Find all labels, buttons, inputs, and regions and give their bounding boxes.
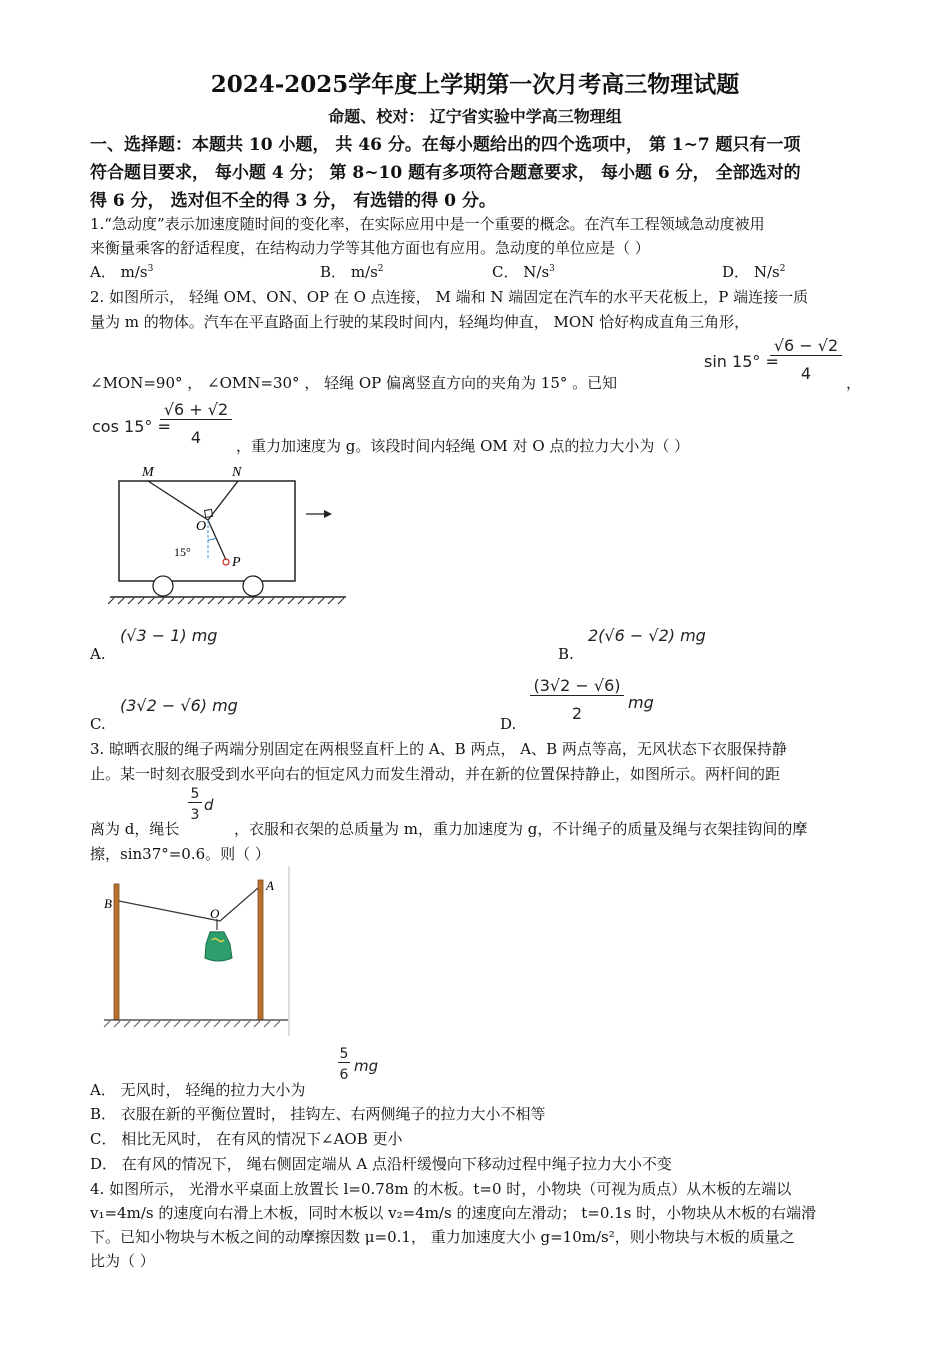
section-line-1: 一、选择题：本题共 10 小题， 共 46 分。在每小题给出的四个选项中， 第 1~7 题只有一项: [90, 135, 801, 155]
q3-line-2: 止。某一时刻衣服受到水平向右的恒定风力而发生滑动，并在新的位置保持静止，如图所示。两杆间的距: [90, 765, 781, 783]
wheel-left: [153, 576, 173, 596]
q2-car-figure: [108, 458, 348, 608]
page-subtitle: 命题、校对： 辽宁省实验中学高三物理组: [328, 107, 622, 126]
q2-line-1: 2. 如图所示， 轻绳 OM、ON、OP 在 O 点连接， M 端和 N 端固定在汽车的水平天花板上，P 端连接一质: [90, 288, 809, 306]
q2-option-b-value: 2(√6 − √2) mg: [588, 626, 706, 645]
q3-frac-numerator: 5: [188, 786, 202, 803]
sin15-denominator: 4: [800, 364, 812, 383]
q4-line-3: 下。已知小物块与木板之间的动摩擦因数 μ=0.1， 重力加速度大小 g=10m/s²，则小物块与木板的质量之: [90, 1228, 795, 1246]
section-line-3: 得 6 分， 选对但不全的得 3 分， 有选错的得 0 分。: [90, 191, 496, 211]
cos15-denominator: 4: [190, 428, 202, 447]
q2-option-c-label: C.: [90, 715, 106, 733]
pole-left: [114, 884, 119, 1020]
q4-line-1: 4. 如图所示， 光滑水平桌面上放置长 l=0.78m 的木板。t=0 时，小物块（可视为质点）从木板的左端以: [90, 1180, 792, 1198]
label-o: O: [196, 519, 207, 534]
cos15-lhs: cos 15° =: [92, 417, 171, 436]
q3-option-c: C． 相比无风时， 在有风的情况下∠AOB 更小: [90, 1130, 403, 1148]
q2-line-3: ∠MON=90° ， ∠OMN=30° ， 轻绳 OP 偏离竖直方向的夹角为 15° 。已知: [90, 374, 618, 392]
label-n: N: [232, 465, 242, 480]
q2-option-b-label: B.: [558, 645, 574, 663]
q2-option-c-value: (3√2 − √6) mg: [120, 696, 238, 715]
angle-arc: [208, 538, 216, 540]
q3-frac-var: d: [204, 796, 214, 814]
q3-option-b: B． 衣服在新的平衡位置时， 挂钩左、右两侧绳子的拉力大小不相等: [90, 1105, 546, 1123]
q3-clothesline-figure: [90, 866, 292, 1042]
q1-option-b: B． $m/s^2$: [320, 263, 384, 281]
q1-line-2: 来衡量乘客的舒适程度，在结构动力学等其他方面也有应用。急动度的单位应是（ ）: [90, 239, 650, 257]
pole-right: [258, 880, 263, 1020]
page-title: 2024-2025学年度上学期第一次月考高三物理试题: [210, 71, 740, 98]
q1-option-d: D． $N/s^2$: [722, 263, 786, 281]
ground-hatch-2: [104, 1021, 280, 1027]
q3-line-4: 擦，sin37°=0.6。则（ ）: [90, 845, 270, 863]
q3-frac-denominator: 3: [190, 807, 200, 823]
arrow-icon: [324, 510, 332, 518]
q1-option-c: C． $N/s^3$: [492, 263, 555, 281]
q2-option-d-label: D.: [500, 715, 517, 733]
q2-line-2: 量为 m 的物体。汽车在平直路面上行驶的某段时间内，轻绳均伸直， MON 恰好构成直角三角形，: [90, 313, 750, 331]
q3-line-3b: ，衣服和衣架的总质量为 m，重力加速度为 g，不计绳子的质量及绳与衣架挂钩间的摩: [234, 820, 808, 838]
sin15-comma: ，: [846, 374, 862, 392]
q4-line-2: v₁=4m/s 的速度向右滑上木板，同时木板以 v₂=4m/s 的速度向左滑动； t=0.1s 时，小物块从木板的右端滑: [90, 1204, 817, 1222]
rope-om: [148, 481, 208, 520]
wheel-right: [243, 576, 263, 596]
q2-option-d-tail: mg: [628, 693, 654, 712]
car-body: [119, 481, 295, 581]
label-b: B: [104, 896, 112, 911]
q1-option-a: A． $m/s^3$: [90, 263, 154, 281]
label-a: A: [266, 878, 274, 893]
section-line-2: 符合题目要求， 每小题 4 分； 第 8~10 题有多项符合题意要求， 每小题 6 分， 全部选对的: [90, 163, 801, 183]
q4-line-4: 比为（ ）: [90, 1252, 155, 1270]
q2-option-a-value: (√3 − 1) mg: [120, 626, 218, 645]
clothes: [205, 932, 232, 961]
q3-line-3a: 离为 d，绳长: [90, 820, 180, 838]
rope-bo: [119, 901, 220, 921]
label-m: M: [142, 465, 154, 480]
sin15-lhs: sin 15° =: [704, 352, 779, 371]
q2-option-d-denominator: 2: [571, 704, 583, 723]
label-o-q3: O: [210, 906, 220, 921]
q3-option-a-tail: mg: [354, 1057, 379, 1075]
rope-oa: [220, 888, 258, 921]
q2-line-4: ，重力加速度为 g。该段时间内轻绳 OM 对 O 点的拉力大小为（ ）: [236, 437, 690, 455]
label-p: P: [232, 555, 241, 570]
ground-hatch: [108, 598, 344, 604]
q3-option-d: D． 在有风的情况下， 绳右侧固定端从 A 点沿杆缓慢向下移动过程中绳子拉力大小不变: [90, 1155, 672, 1173]
label-angle: 15°: [174, 545, 191, 559]
q2-option-a-label: A.: [90, 645, 106, 663]
q3-option-a-numerator: 5: [339, 1046, 349, 1062]
right-angle-mark: [205, 509, 213, 517]
q3-option-a-text: A． 无风时， 轻绳的拉力大小为: [90, 1081, 306, 1099]
q3-option-a-denominator: 6: [339, 1067, 349, 1083]
cos15-numerator: √6 + √2: [160, 400, 232, 420]
q2-option-d-numerator: (3√2 − √6): [530, 676, 624, 696]
q1-line-1: 1.“急动度”表示加速度随时间的变化率，在实际应用中是一个重要的概念。在汽车工程领域急动度被用: [90, 215, 765, 233]
q3-line-1: 3. 晾晒衣服的绳子两端分别固定在两根竖直杆上的 A、B 两点， A、B 两点等高，无风状态下衣服保持静: [90, 740, 787, 758]
sin15-numerator: √6 − √2: [770, 336, 842, 356]
